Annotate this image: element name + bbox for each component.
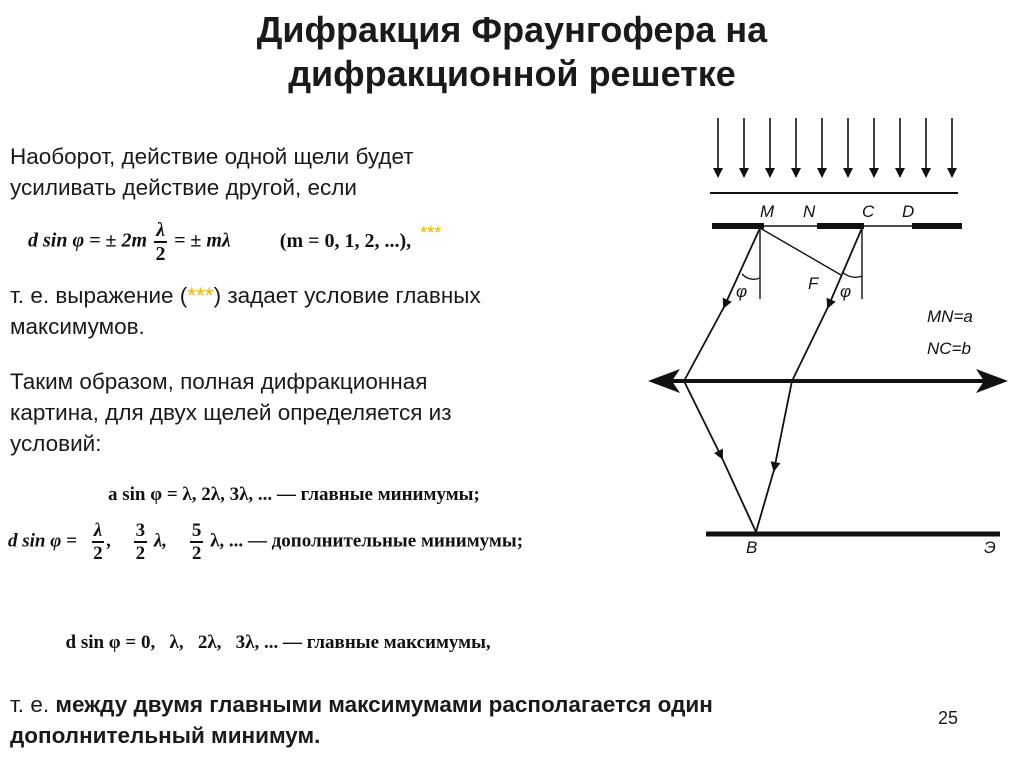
- label-d: D: [902, 202, 915, 221]
- f3-lhs: d sin φ =: [8, 530, 77, 552]
- title-line-1: Дифракция Фраунгофера на: [256, 9, 768, 50]
- label-screen: Э: [984, 538, 996, 557]
- f1-condition: (m = 0, 1, 2, ...),: [279, 229, 412, 252]
- label-b: B: [746, 538, 758, 557]
- p1-line-1: Наоборот, действие одной щели будет: [10, 144, 414, 169]
- f1-frac-den: 2: [155, 243, 166, 265]
- page-number: 25: [938, 708, 959, 728]
- label-nc: NC=b: [927, 339, 971, 358]
- label-phi-left: φ: [736, 282, 748, 301]
- f3-d1: 2: [93, 543, 103, 564]
- label-n: N: [803, 202, 816, 221]
- f3-d2: 2: [135, 543, 146, 564]
- f3-n3: 5: [191, 520, 202, 541]
- p2-stars: ***: [187, 283, 214, 308]
- f1-marker: ***: [420, 222, 442, 243]
- incident-rays: [718, 118, 952, 176]
- conclusion-bold-1: между двумя главными максимумами располагается один: [55, 692, 713, 717]
- conclusion-prefix: т. е.: [10, 692, 50, 717]
- label-m: M: [760, 202, 775, 221]
- label-mn: MN=a: [927, 307, 973, 326]
- f1-frac-num: λ: [156, 219, 165, 241]
- f3-n1: λ: [93, 520, 103, 541]
- f3-d3: 2: [191, 543, 202, 564]
- f1-rhs: = ± mλ: [173, 229, 231, 252]
- f3-tail: λ, ... — дополнительные минимумы;: [210, 530, 524, 552]
- label-c: C: [862, 202, 875, 221]
- f2-text: a sin φ = λ, 2λ, 3λ, ... — главные минимумы;: [108, 484, 480, 505]
- formula-additional-minima: d sin φ = $\frac{\lambda}{2}$ , $\frac{3}{2}$ λ, $\frac{5}{2}$ λ, ... — дополнительные минимумы;: [8, 520, 524, 564]
- f4-text: d sin φ = 0, λ, 2λ, 3λ, ... — главные максимумы,: [65, 632, 491, 653]
- p2-prefix: т. е. выражение (: [10, 283, 188, 308]
- p3-line-2: картина, для двух щелей определяется из: [10, 400, 452, 425]
- p3-line-3: условий:: [10, 431, 102, 456]
- label-f: F: [808, 274, 819, 293]
- p2-suffix: ) задает условие главных: [213, 283, 481, 308]
- title-line-2: дифракционной решетке: [288, 53, 736, 94]
- lens-axis: [648, 369, 1008, 393]
- p1-line-2: усиливать действие другой, если: [10, 175, 357, 200]
- f3-lambda: λ,: [153, 530, 168, 552]
- conclusion-bold-2: дополнительный минимум.: [10, 723, 321, 748]
- f3-n2: 3: [135, 520, 146, 541]
- f1-lhs: d sin φ = ± 2m: [28, 229, 148, 252]
- label-phi-right: φ: [840, 282, 852, 301]
- p2-line-2: максимумов.: [10, 314, 145, 339]
- p3-line-1: Таким образом, полная дифракционная: [10, 369, 428, 394]
